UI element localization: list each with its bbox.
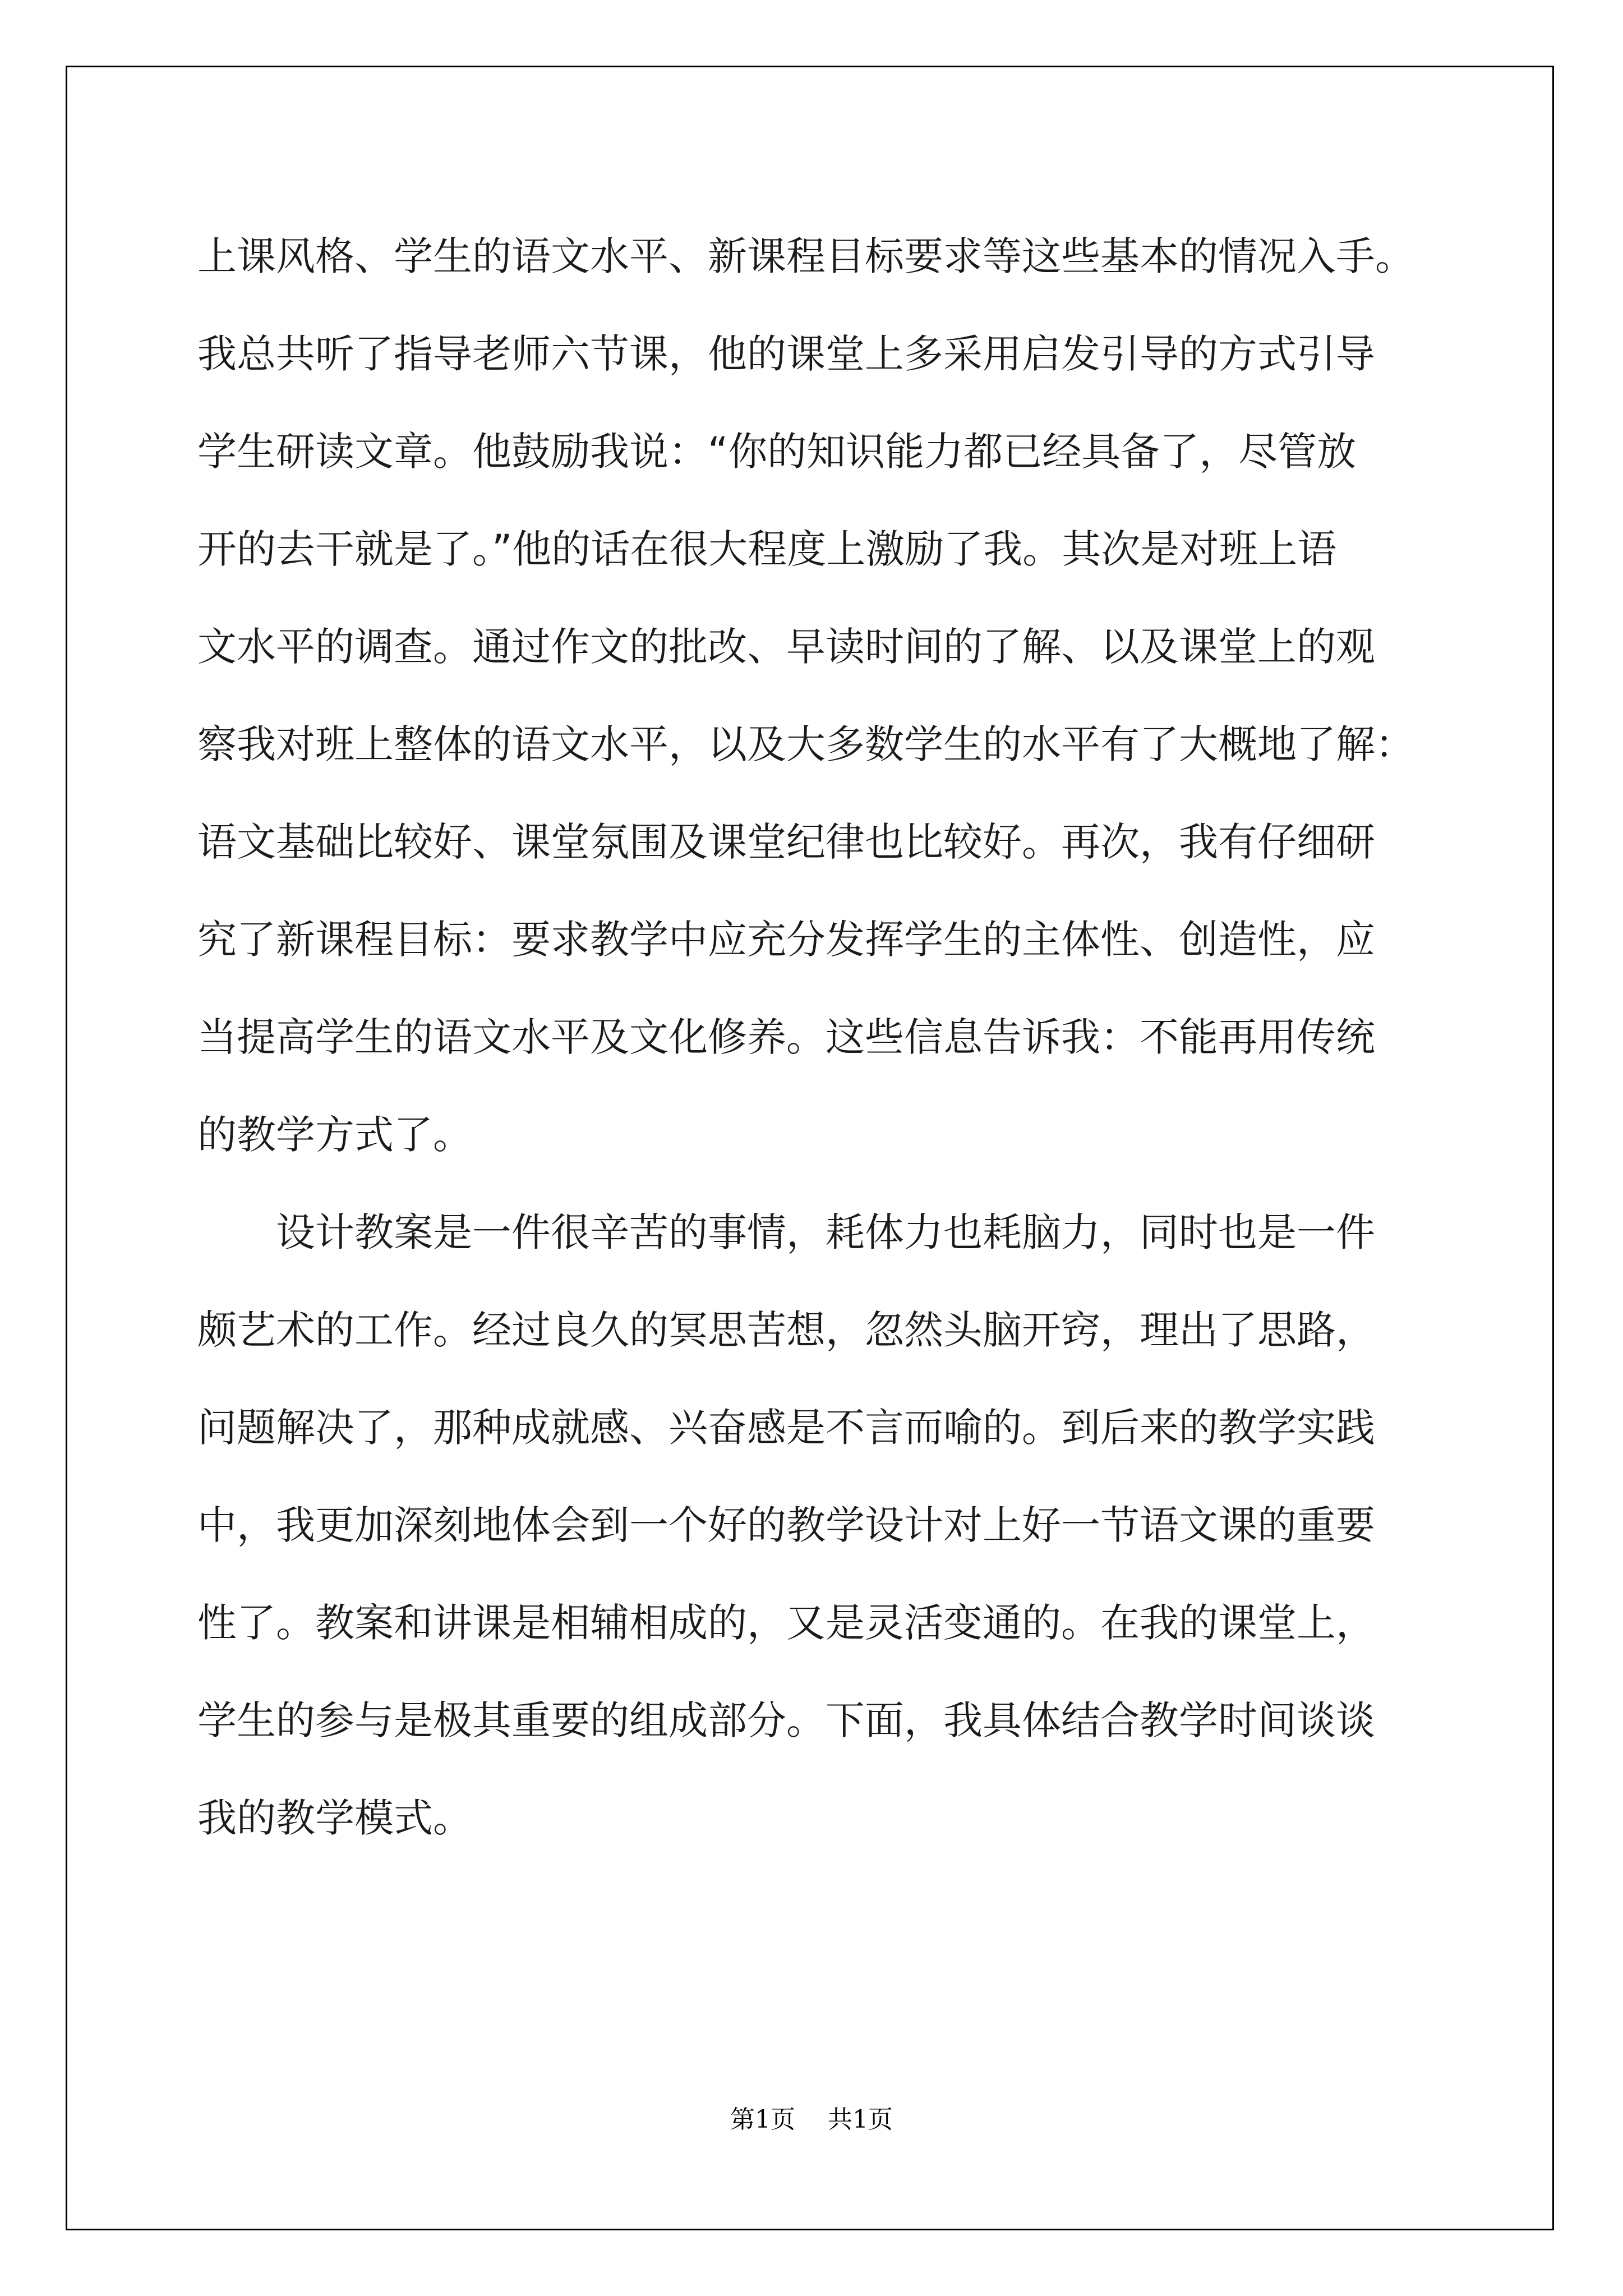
- text-line: 语文基础比较好、课堂氛围及课堂纪律也比较好。再次，我有仔细研: [197, 819, 1375, 865]
- text-line: 性了。教案和讲课是相辅相成的，又是灵活变通的。在我的课堂上，: [197, 1600, 1375, 1646]
- text-line: 学生的参与是极其重要的组成部分。下面，我具体结合教学时间谈谈: [197, 1697, 1375, 1743]
- text-line: 颇艺术的工作。经过良久的冥思苦想，忽然头脑开窍，理出了思路，: [197, 1307, 1375, 1353]
- text-line: 上课风格、学生的语文水平、新课程目标要求等这些基本的情况入手。: [197, 233, 1414, 279]
- text-line: 察我对班上整体的语文水平，以及大多数学生的水平有了大概地了解：: [197, 721, 1414, 767]
- page-footer: [0, 2099, 1623, 2135]
- text-line: 学生研读文章。他鼓励我说：“你的知识能力都已经具备了，尽管放: [197, 429, 1357, 475]
- text-line: 的教学方式了。: [197, 1112, 472, 1158]
- text-line: 设计教案是一件很辛苦的事情，耗体力也耗脑力，同时也是一件: [276, 1209, 1375, 1255]
- paragraph-2: [197, 1184, 1456, 1867]
- text-line: 当提高学生的语文水平及文化修养。这些信息告诉我：不能再用传统: [197, 1014, 1375, 1060]
- text-line: 问题解决了，那种成就感、兴奋感是不言而喻的。到后来的教学实践: [197, 1405, 1375, 1451]
- document-body: [197, 208, 1456, 1867]
- page-number-total: 共1页: [828, 2105, 893, 2134]
- paragraph-1: [197, 208, 1456, 1184]
- text-line: 我总共听了指导老师六节课，他的课堂上多采用启发引导的方式引导: [197, 331, 1375, 377]
- text-line: 我的教学模式。: [197, 1795, 472, 1841]
- text-line: 文水平的调查。通过作文的批改、早读时间的了解、以及课堂上的观: [197, 624, 1375, 670]
- page-number-current: 第1页: [730, 2105, 795, 2134]
- text-line: 究了新课程目标：要求教学中应充分发挥学生的主体性、创造性，应: [197, 917, 1375, 963]
- text-line: 中，我更加深刻地体会到一个好的教学设计对上好一节语文课的重要: [197, 1502, 1375, 1548]
- text-line: 开的去干就是了。”他的话在很大程度上激励了我。其次是对班上语: [197, 526, 1337, 572]
